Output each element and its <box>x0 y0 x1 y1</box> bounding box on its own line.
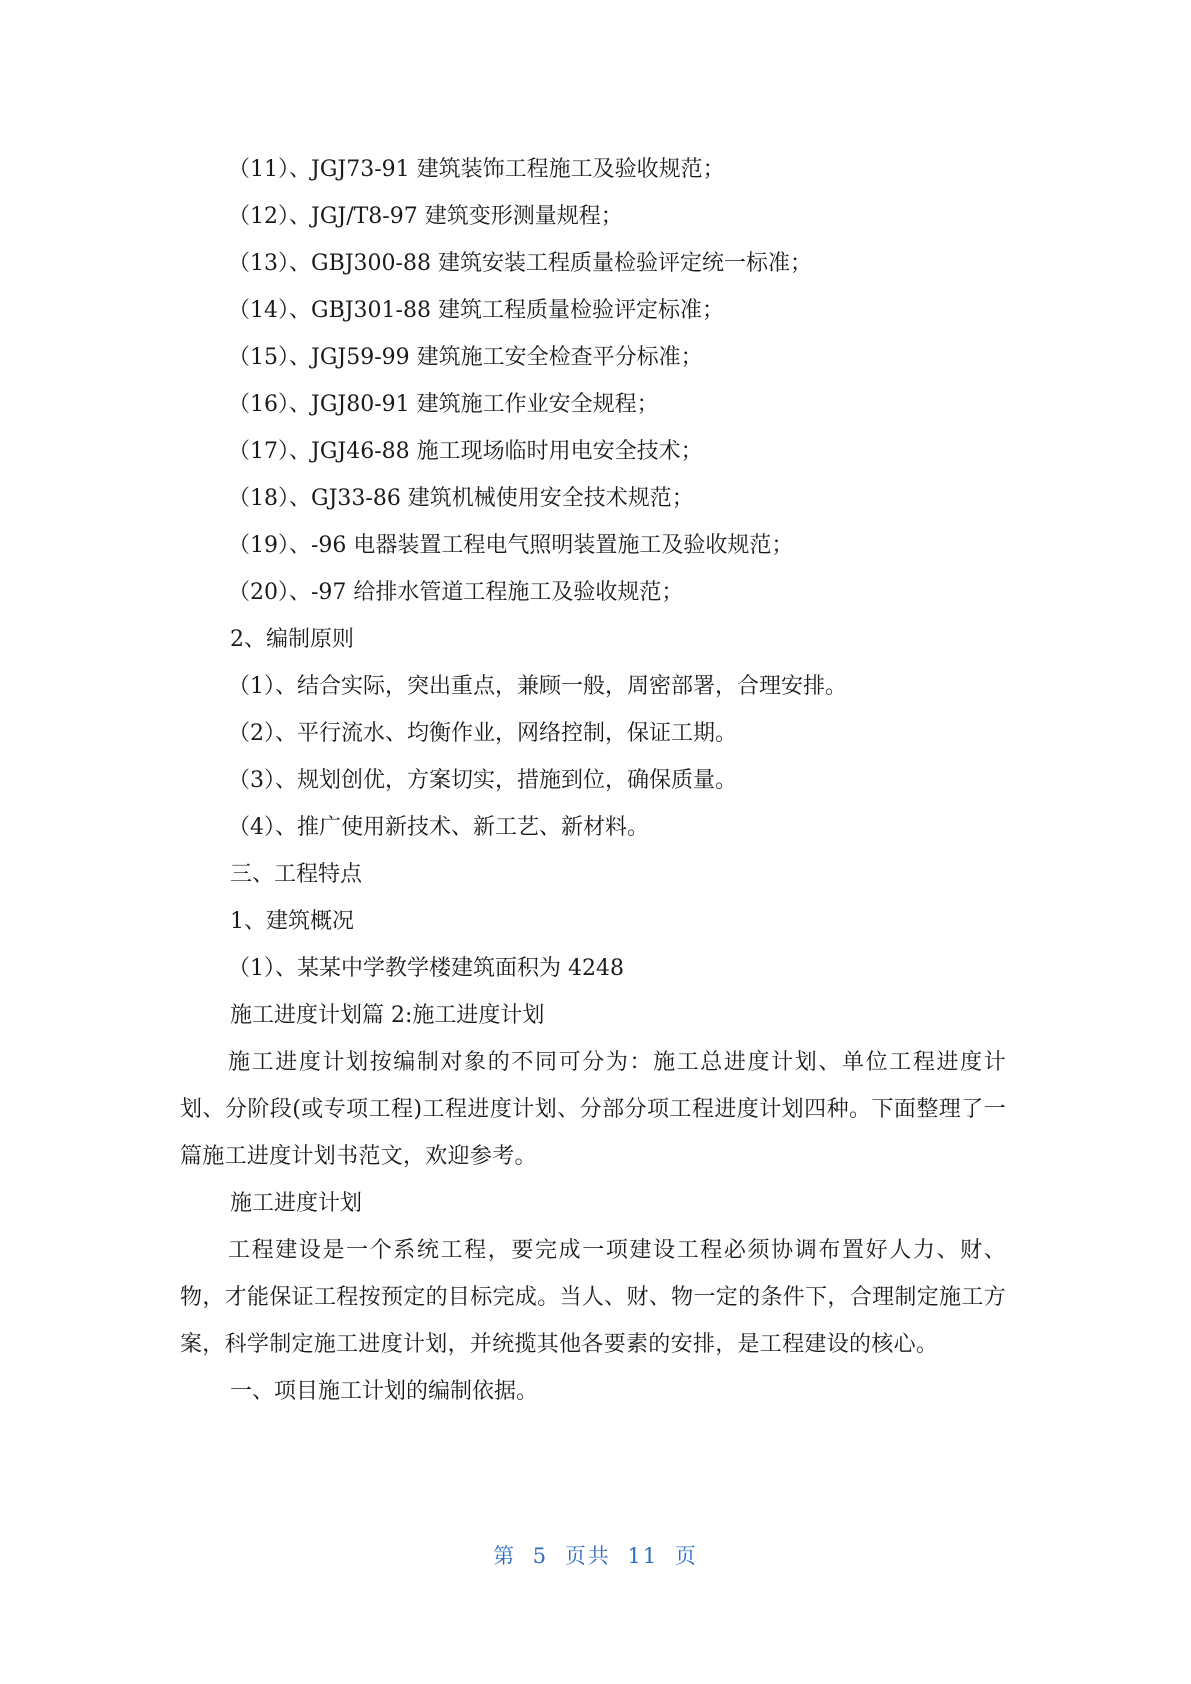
standard-item-12: （12）、JGJ/T8-97 建筑变形测量规程； <box>228 204 623 229</box>
footer-suffix: 页 <box>674 1544 698 1568</box>
standard-item-14: （14）、GBJ301-88 建筑工程质量检验评定标准； <box>228 298 724 323</box>
principle-item-4: （4）、推广使用新技术、新工艺、新材料。 <box>228 815 649 840</box>
subtitle: 施工进度计划 <box>230 1191 363 1216</box>
standard-item-20: （20）、-97 给排水管道工程施工及验收规范； <box>228 580 684 605</box>
page-footer <box>0 1540 1191 1570</box>
heading-overview: 1、建筑概况 <box>230 909 354 934</box>
footer-prefix: 第 <box>493 1544 517 1568</box>
overview-item: （1）、某某中学教学楼建筑面积为 4248 <box>228 956 624 981</box>
standard-item-11: （11）、JGJ73-91 建筑装饰工程施工及验收规范； <box>228 157 725 182</box>
standard-item-15: （15）、JGJ59-99 建筑施工安全检查平分标准； <box>228 345 703 370</box>
footer-page-number: 5 <box>532 1544 549 1568</box>
heading-basis: 一、项目施工计划的编制依据。 <box>230 1379 539 1404</box>
standard-item-17: （17）、JGJ46-88 施工现场临时用电安全技术； <box>228 439 703 464</box>
principle-item-3: （3）、规划创优，方案切实，措施到位，确保质量。 <box>228 768 737 793</box>
page-content <box>180 146 1006 1415</box>
heading-features: 三、工程特点 <box>230 862 363 887</box>
principle-item-1: （1）、结合实际，突出重点，兼顾一般，周密部署，合理安排。 <box>228 674 847 699</box>
intro-paragraph: 施工进度计划按编制对象的不同可分为：施工总进度计划、单位工程进度计划、分阶段(或专项工程)工程进度计划、分部分项工程进度计划四种。下面整理了一篇施工进度计划书范文，欢迎参考。 <box>180 1050 1006 1169</box>
body-paragraph: 工程建设是一个系统工程，要完成一项建设工程必须协调布置好人力、财、物，才能保证工程按预定的目标完成。当人、财、物一定的条件下，合理制定施工方案，科学制定施工进度计划，并统揽其他各要素的安排，是工程建设的核心。 <box>180 1238 1006 1357</box>
footer-total-pages: 11 <box>627 1544 659 1568</box>
standard-item-19: （19）、-96 电器装置工程电气照明装置施工及验收规范； <box>228 533 794 558</box>
footer-middle: 页共 <box>564 1544 611 1568</box>
standard-item-13: （13）、GBJ300-88 建筑安装工程质量检验评定统一标准； <box>228 251 812 276</box>
standard-item-18: （18）、GJ33-86 建筑机械使用安全技术规范； <box>228 486 694 511</box>
standard-item-16: （16）、JGJ80-91 建筑施工作业安全规程； <box>228 392 659 417</box>
principle-item-2: （2）、平行流水、均衡作业，网络控制，保证工期。 <box>228 721 737 746</box>
heading-principles: 2、编制原则 <box>230 627 354 652</box>
section-title: 施工进度计划篇 2:施工进度计划 <box>230 1003 545 1028</box>
